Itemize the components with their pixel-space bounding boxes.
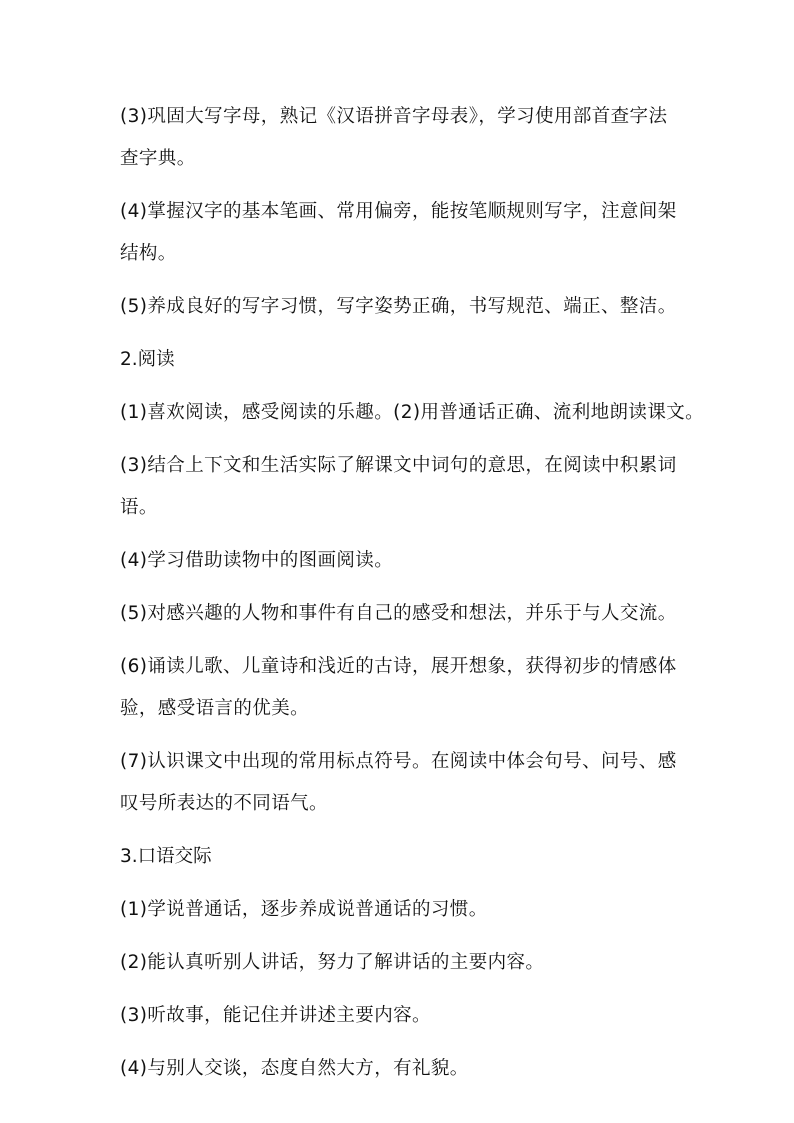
paragraph-line: (2)能认真听别人讲话，努力了解讲话的主要内容。 xyxy=(120,952,545,973)
paragraph-line: (4)与别人交谈，态度自然大方，有礼貌。 xyxy=(120,1058,469,1079)
section-heading: 3.口语交际 xyxy=(120,846,212,867)
paragraph-line: (3)听故事，能记住并讲述主要内容。 xyxy=(120,1005,431,1026)
paragraph-line: (5)对感兴趣的人物和事件有自己的感受和想法，并乐于与人交流。 xyxy=(120,603,677,624)
paragraph-line: 语。 xyxy=(120,497,158,518)
paragraph-line: (6)诵读儿歌、儿童诗和浅近的古诗，展开想象，获得初步的情感体 xyxy=(120,656,677,677)
paragraph-line: (7)认识课文中出现的常用标点符号。在阅读中体会句号、问号、感 xyxy=(120,751,677,772)
paragraph-line: (3)巩固大写字母，熟记《汉语拼音字母表》，学习使用部首查字法 xyxy=(120,106,668,127)
document-body xyxy=(120,96,705,1090)
paragraph-line: (1)喜欢阅读，感受阅读的乐趣。(2)用普通话正确、流利地朗读课文。 xyxy=(120,402,705,423)
section-heading: 2.阅读 xyxy=(120,349,175,370)
paragraph-line: (4)学习借助读物中的图画阅读。 xyxy=(120,550,394,571)
paragraph-line: 叹号所表达的不同语气。 xyxy=(120,793,328,814)
paragraph-line: 验，感受语言的优美。 xyxy=(120,698,310,719)
paragraph-line: 结构。 xyxy=(120,243,177,264)
paragraph-line: 查字典。 xyxy=(120,148,196,169)
paragraph-line: (4)掌握汉字的基本笔画、常用偏旁，能按笔顺规则写字，注意间架 xyxy=(120,201,677,222)
paragraph-line: (1)学说普通话，逐步养成说普通话的习惯。 xyxy=(120,899,488,920)
paragraph-line: (5)养成良好的写字习惯，写字姿势正确，书写规范、端正、整洁。 xyxy=(120,296,677,317)
paragraph-line: (3)结合上下文和生活实际了解课文中词句的意思，在阅读中积累词 xyxy=(120,455,677,476)
